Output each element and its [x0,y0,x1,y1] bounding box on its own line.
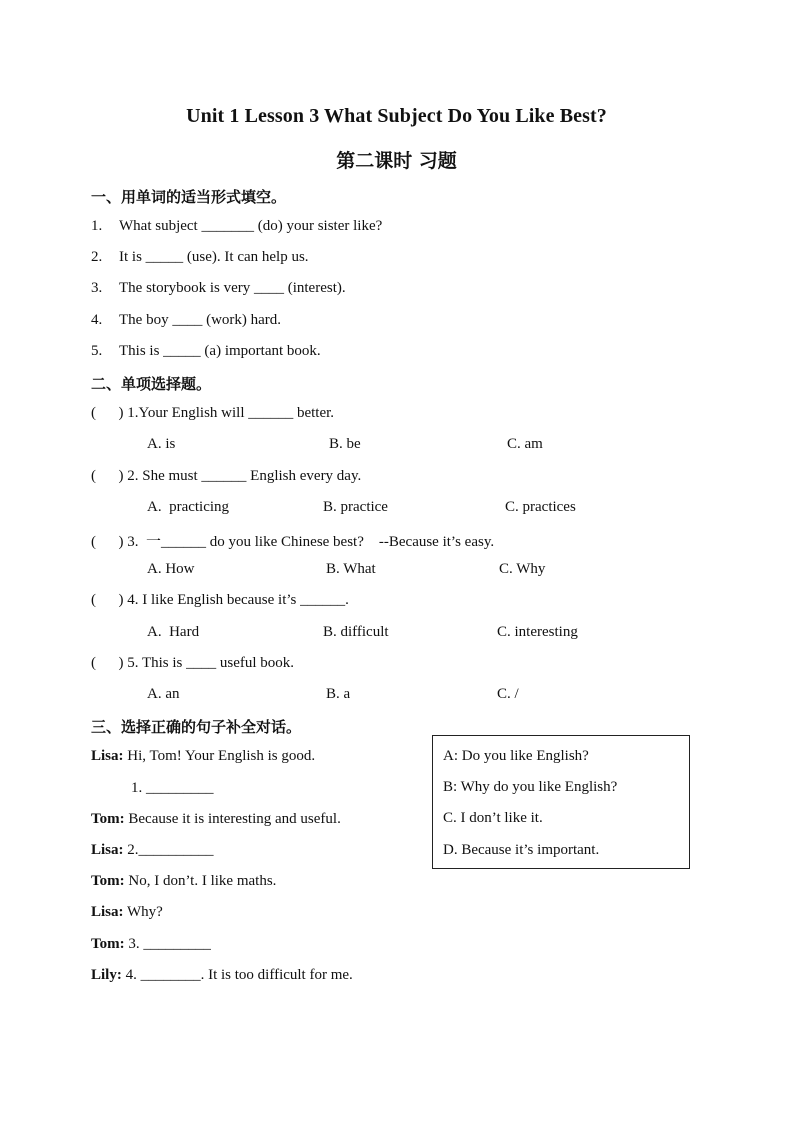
box-option-b: B: Why do you like English? [443,779,618,795]
box-option-a: A: Do you like English? [443,748,589,764]
option-a: A. How [147,561,195,577]
question-stem: ( ) 5. This is ____ useful book. [91,655,295,671]
item-number: 5. [91,343,103,359]
item-text: What subject _______ (do) your sister like? [119,218,383,234]
item-number: 3. [91,280,103,296]
dialogue-line-3 [91,811,341,828]
dialogue-line-2 [131,780,214,797]
dialogue-line-8 [91,967,353,984]
item-number: 2. [91,249,103,265]
question-stem: ( ) 2. She must ______ English every day. [91,468,362,484]
dialogue-line-7 [91,936,211,953]
option-c: C. am [507,436,543,452]
box-option-d: D. Because it’s important. [443,842,600,858]
item-number: 4. [91,312,103,328]
option-b: B. difficult [323,624,389,640]
page-title: Unit 1 Lesson 3 What Subject Do You Like Best? [186,105,607,127]
speaker-label: Lisa: [91,748,124,764]
dialogue-line-1 [91,748,315,765]
option-c: C. practices [505,499,576,515]
item-number: 1. [91,218,103,234]
option-c: C. / [497,686,519,702]
section-heading-2: 二、单项选择题。 [91,375,212,393]
item-text: It is _____ (use). It can help us. [119,249,309,265]
item-text: The boy ____ (work) hard. [119,312,282,328]
speaker-label: Tom: [91,936,125,952]
options-box [432,735,690,869]
question-stem: ( ) 1.Your English will ______ better. [91,405,335,421]
section-heading-3: 三、选择正确的句子补全对话。 [91,718,302,736]
dialogue-text: No, I don’t. I like maths. [124,873,277,889]
option-c: C. Why [499,561,546,577]
option-a: A. Hard [147,624,200,640]
speaker-label: Lily: [91,967,122,983]
dialogue-text: Why? [123,904,163,920]
dialogue-text: Because it is interesting and useful. [124,811,341,827]
speaker-label: Tom: [91,873,125,889]
section-heading-1: 一、用单词的适当形式填空。 [91,188,287,206]
dialogue-line-6 [91,904,163,921]
item-text: The storybook is very ____ (interest). [119,280,346,296]
speaker-label: Tom: [91,811,125,827]
dialogue-line-5 [91,873,276,890]
dialogue-text: 1. _________ [131,780,214,796]
option-b: B. What [326,561,376,577]
page-subtitle: 第二课时 习题 [336,150,457,172]
item-text: This is _____ (a) important book. [119,343,321,359]
dialogue-text: 2.__________ [123,842,214,858]
dialogue-text: Hi, Tom! Your English is good. [123,748,316,764]
option-c: C. interesting [497,624,578,640]
question-stem: ( ) 3. 一______ do you like Chinese best? --Because it’s easy. [91,534,495,550]
option-b: B. be [329,436,361,452]
speaker-label: Lisa: [91,842,124,858]
dialogue-text: 4. ________. It is too difficult for me. [121,967,353,983]
option-b: B. practice [323,499,388,515]
speaker-label: Lisa: [91,904,124,920]
option-a: A. is [147,436,176,452]
option-b: B. a [326,686,351,702]
option-a: A. practicing [147,499,230,515]
option-a: A. an [147,686,180,702]
dialogue-line-4 [91,842,214,859]
question-stem: ( ) 4. I like English because it’s ______. [91,592,349,608]
dialogue-text: 3. _________ [124,936,211,952]
box-option-c: C. I don’t like it. [443,810,543,826]
